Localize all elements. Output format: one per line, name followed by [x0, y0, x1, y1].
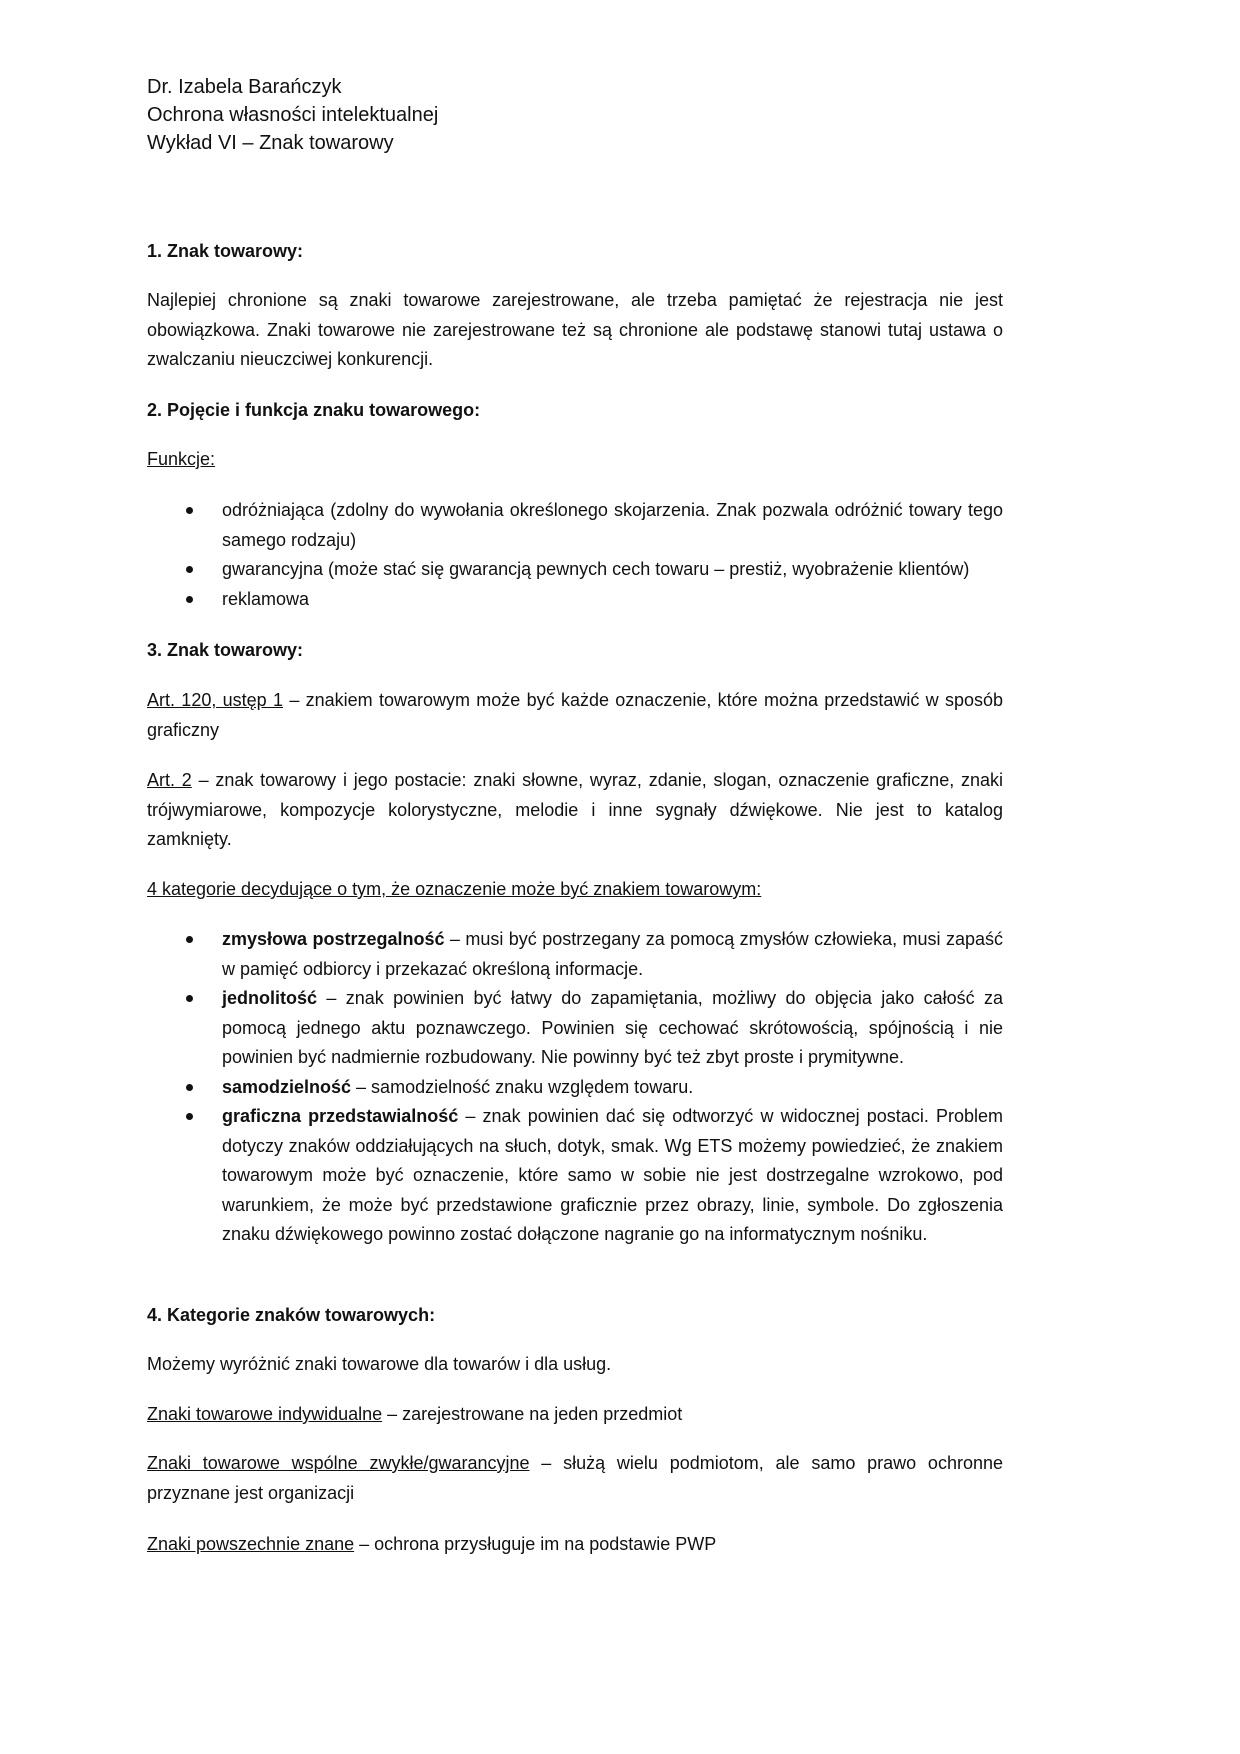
list-item: samodzielność – samodzielność znaku względem towaru.: [147, 1073, 1003, 1103]
categories-list: [147, 925, 1003, 1250]
section-3-heading: 3. Znak towarowy:: [147, 640, 304, 660]
list-item: zmysłowa postrzegalność – musi być postrzegany za pomocą zmysłów człowieka, musi zapaść w pamięć odbiorcy i przekazać określoną informacje.: [147, 925, 1003, 984]
section-1-heading: 1. Znak towarowy:: [147, 241, 304, 261]
art-120-paragraph: Art. 120, ustęp 1 – znakiem towarowym może być każde oznaczenie, które można przedstawić w sposób graficzny: [147, 690, 1004, 740]
section-4-intro: Możemy wyróżnić znaki towarowe dla towarów i dla usług.: [147, 1354, 612, 1374]
section-1-paragraph: Najlepiej chronione są znaki towarowe zarejestrowane, ale trzeba pamiętać że rejestracja nie jest obowiązkowa. Znaki towarowe nie zarejestrowane też są chronione ale podstawę stanowi tutaj ustawa o zwalczaniu nieuczciwej konkurencji.: [147, 290, 1003, 369]
list-item: jednolitość – znak powinien być łatwy do zapamiętania, możliwy do objęcia jako całość za pomocą jednego aktu poznawczego. Powinien się cechować skrótowością, spójnością i nie powinien być nadmiernie rozbudowany. Nie powinny być też zbyt proste i prymitywne.: [147, 984, 1003, 1073]
type-paragraph: Znaki towarowe wspólne zwykłe/gwarancyjne – służą wielu podmiotom, ale samo prawo ochronne przyznane jest organizacji: [147, 1453, 1003, 1503]
list-item: odróżniająca (zdolny do wywołania określonego skojarzenia. Znak pozwala odróżnić towary tego samego rodzaju): [147, 496, 1003, 555]
bullet-icon: [186, 995, 193, 1002]
type-paragraph: Znaki towarowe indywidualne – zarejestrowane na jeden przedmiot: [147, 1404, 683, 1424]
section-2-heading: 2. Pojęcie i funkcja znaku towarowego:: [147, 400, 481, 420]
list-item: reklamowa: [147, 585, 1003, 615]
bullet-icon: [186, 507, 193, 514]
list-item: gwarancyjna (może stać się gwarancją pewnych cech towaru – prestiż, wyobrażenie klientów): [147, 555, 1003, 585]
bullet-icon: [186, 936, 193, 943]
bullet-icon: [186, 1113, 193, 1120]
art-2-label: Art. 2: [147, 770, 192, 790]
author: Dr. Izabela Barańczyk: [147, 76, 342, 98]
course-title: Ochrona własności intelektualnej: [147, 104, 439, 126]
bullet-icon: [186, 1084, 193, 1091]
art-120-label: Art. 120, ustęp 1: [147, 690, 284, 710]
type-paragraph: Znaki powszechnie znane – ochrona przysługuje im na podstawie PWP: [147, 1534, 717, 1554]
art-2-paragraph: Art. 2 – znak towarowy i jego postacie: znaki słowne, wyraz, zdanie, slogan, oznaczenie graficzne, znaki trójwymiarowe, kompozycje kolorystyczne, melodie i inne sygnały dźwiękowe. Nie jest to katalog zamknięty.: [147, 770, 1003, 849]
categories-heading: 4 kategorie decydujące o tym, że oznaczenie może być znakiem towarowym:: [147, 879, 762, 899]
lecture-title: Wykład VI – Znak towarowy: [147, 132, 394, 154]
bullet-icon: [186, 566, 193, 573]
functions-subheading: Funkcje:: [147, 449, 216, 469]
document-header: [147, 73, 1003, 157]
bullet-icon: [186, 596, 193, 603]
list-item: graficzna przedstawialność – znak powinien dać się odtworzyć w widocznej postaci. Problem dotyczy znaków oddziałujących na słuch, dotyk, smak. Wg ETS możemy powiedzieć, że znakiem towarowym może być oznaczenie, które samo w sobie nie jest dostrzegalne wzrokowo, pod warunkiem, że może być przedstawione graficznie przez obrazy, linie, symbole. Do zgłoszenia znaku dźwiękowego powinno zostać dołączone nagranie go na informatycznym nośniku.: [147, 1102, 1003, 1250]
functions-list: [147, 496, 1003, 614]
section-4-heading: 4. Kategorie znaków towarowych:: [147, 1305, 436, 1325]
